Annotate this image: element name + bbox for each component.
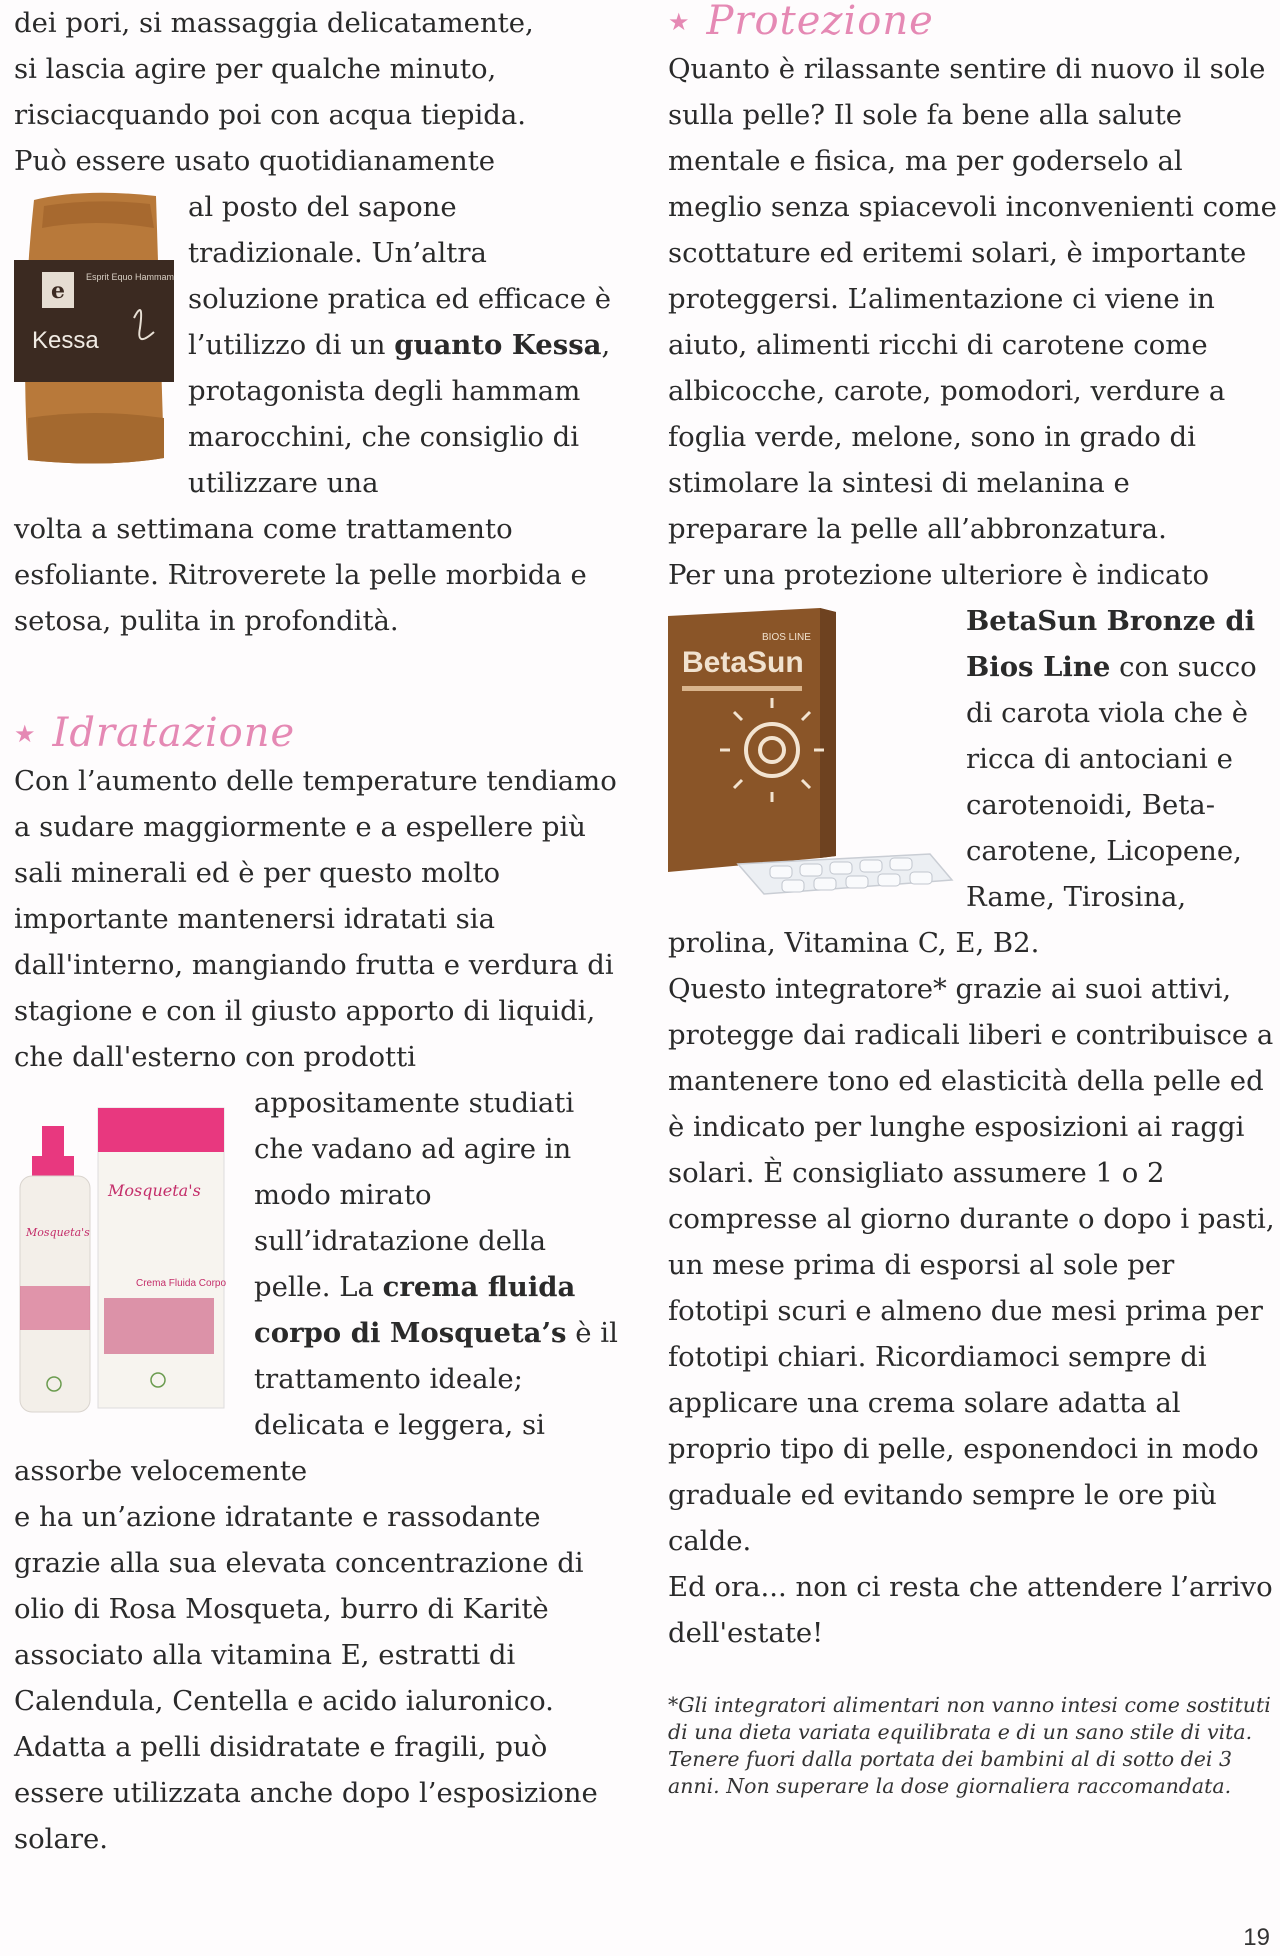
- right-column: [668, 0, 1278, 1800]
- closing-paragraph: Ed ora... non ci resta che attendere l’arrivo dell'estate!: [668, 1571, 1273, 1649]
- kessa-paragraph-end: volta a settimana come trattamento esfoliante. Ritroverete la pelle morbida e setosa, pulita in profondità.: [14, 513, 587, 637]
- mosqueta-highlight: crema fluida corpo di Mosqueta’s: [254, 1271, 576, 1349]
- footnote: *Gli integratori alimentari non vanno intesi come sostituti di una dieta variata equilibrata e di un sano stile di vita. Tenere fuori dalla portata dei bambini al di sotto dei 3 anni. Non superare la dose giornaliera raccomandata.: [668, 1693, 1271, 1798]
- svg-text:e: e: [51, 278, 65, 304]
- mosqueta-paragraph-end: e ha un’azione idratante e rassodante grazie alla sua elevata concentrazione di olio di Rosa Mosqueta, burro di Karitè associato alla vitamina E, estratti di Calendula, Centella e acido ialuronico. Adatta a pelli disidratate e fragili, può essere utilizzata anche dopo l’esposizione solare.: [14, 1501, 598, 1855]
- page-number: 19: [1243, 1924, 1270, 1951]
- svg-text:Mosqueta's: Mosqueta's: [26, 1226, 90, 1239]
- mosqueta-cream-image: [8, 1086, 232, 1420]
- mosqueta-paragraph: appositamente studiati che vadano ad agire in modo mirato sull’idratazione della pelle. La crema fluida corpo di Mosqueta’s è il trattamento ideale; delicata e leggera, si assorbe velocemente: [14, 1087, 618, 1487]
- section-heading-idratazione: ★ Idratazione: [14, 710, 296, 756]
- left-column: [14, 0, 626, 1862]
- kessa-label-text: Esprit Equo Hammam: [86, 272, 174, 282]
- intro-line: Può essere usato quotidianamente: [14, 145, 496, 177]
- intro-line: si lascia agire per qualche minuto,: [14, 53, 497, 85]
- betasun-highlight: BetaSun Bronze di Bios Line: [966, 605, 1256, 683]
- kessa-highlight: guanto Kessa: [394, 329, 602, 361]
- supplement-paragraph: Questo integratore* grazie ai suoi attivi, protegge dai radicali liberi e contribuisce a mantenere tono ed elasticità della pelle ed è indicato per lunghe esposizioni ai raggi solari. È consigliato assumere 1 o 2 compresse al giorno durante o dopo i pasti, un mese prima di esporsi al sole per fototipi scuri e almeno due mesi prima per fototipi chiari. Ricordiamoci sempre di applicare una crema solare adatta al proprio tipo di pelle, esponendoci in modo graduale ed evitando sempre le ore più calde.: [668, 973, 1275, 1557]
- betasun-brand-text: BetaSun: [682, 646, 804, 679]
- hydration-paragraph: Con l’aumento delle temperature tendiamo a sudare maggiormente e a espellere più sali minerali ed è per questo molto importante mantenersi idratati sia dall'interno, mangiando frutta e verdura di stagione e con il giusto apporto di liquidi, che dall'esterno con prodotti: [14, 765, 617, 1073]
- protection-intro: Per una protezione ulteriore è indicato: [668, 559, 1210, 591]
- section-heading-protezione: ★ Protezione: [668, 0, 934, 44]
- mosqueta-label-text: Crema Fluida Corpo: [136, 1278, 227, 1289]
- protection-paragraph: Quanto è rilassante sentire di nuovo il sole sulla pelle? Il sole fa bene alla salute mentale e fisica, ma per goderselo al meglio senza spiacevoli inconvenienti come scottature ed eritemi solari, è importante proteggersi. L’alimentazione ci viene in aiuto, alimenti ricchi di carotene come albicocche, carote, pomodori, verdure a foglia verde, melone, sono in grado di stimolare la sintesi di melanina e preparare la pelle all’abbronzatura.: [668, 53, 1277, 545]
- betasun-label-text: BIOS LINE: [762, 632, 811, 643]
- kessa-glove-image: [14, 188, 174, 466]
- mosqueta-brand-text: Mosqueta's: [108, 1181, 201, 1200]
- intro-line: dei pori, si massaggia delicatamente,: [14, 7, 534, 39]
- kessa-paragraph: al posto del sapone tradizionale. Un’altra soluzione pratica ed efficace è l’utilizzo di un guanto Kessa, protagonista degli hammam marocchini, che consiglio di utilizzare una: [188, 191, 611, 499]
- star-icon: ★: [668, 8, 691, 36]
- star-icon: ★: [14, 720, 37, 748]
- betasun-product-image: [668, 608, 954, 908]
- kessa-brand-text: Kessa: [32, 327, 99, 354]
- betasun-paragraph: BetaSun Bronze di Bios Line con succo di carota viola che è ricca di antociani e carotenoidi, Beta-carotene, Licopene, Rame, Tirosina, prolina, Vitamina C, E, B2.: [668, 605, 1257, 959]
- intro-line: risciacquando poi con acqua tiepida.: [14, 99, 526, 131]
